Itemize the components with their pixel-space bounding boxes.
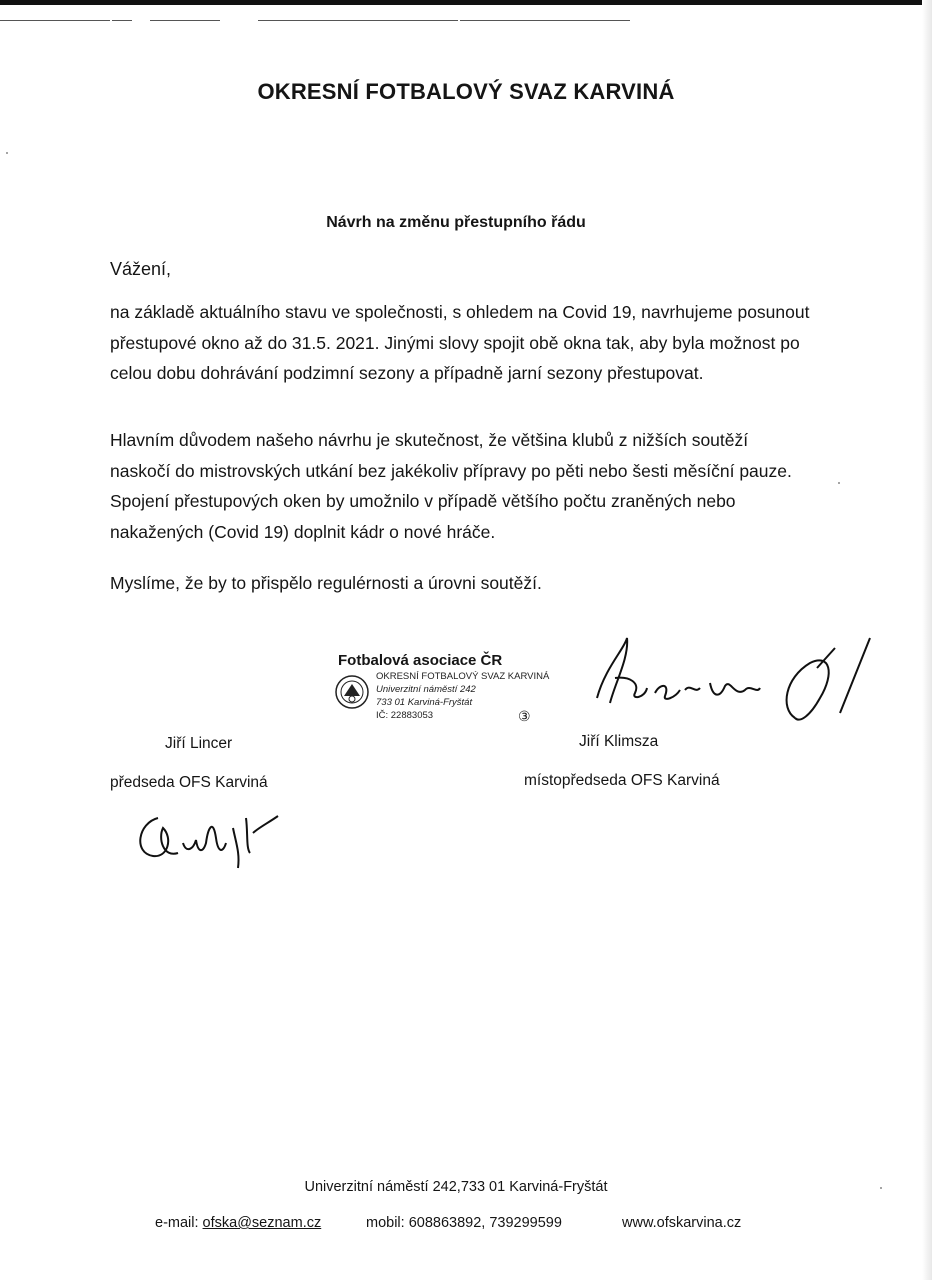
stamp-line: IČ: 22883053 [376, 710, 434, 721]
stamp-number: ③ [518, 708, 531, 724]
letter-subject: Návrh na změnu přestupního řádu [326, 214, 586, 231]
scan-line [112, 20, 132, 21]
stamp-line: OKRESNÍ FOTBALOVÝ SVAZ KARVINÁ [376, 671, 550, 682]
email-link[interactable]: ofska@seznam.cz [202, 1215, 322, 1231]
footer-address: Univerzitní náměstí 242,733 01 Karviná-Fryštát [304, 1179, 608, 1195]
scan-right-edge [922, 0, 932, 1280]
scan-line [150, 20, 220, 21]
footer-website-link[interactable]: www.ofskarvina.cz [622, 1215, 742, 1231]
scan-speck [6, 152, 8, 154]
scan-top-edge [0, 0, 932, 5]
association-logo-icon [334, 674, 370, 710]
salutation: Vážení, [110, 259, 172, 279]
signature-klimsza [585, 628, 875, 738]
paragraph-3: Myslíme, že by to přispělo regulérnosti a úrovni soutěží. [110, 573, 542, 593]
signatory-title-1: předseda OFS Karviná [110, 774, 268, 791]
signatory-title-2: místopředseda OFS Karviná [524, 772, 720, 789]
stamp-line: Univerzitní náměstí 242 [376, 684, 476, 695]
scan-line [258, 20, 458, 21]
scan-speck [880, 1187, 882, 1189]
email-label: e-mail: [155, 1215, 199, 1231]
footer-email [155, 1215, 321, 1231]
signatory-name-1: Jiří Lincer [165, 735, 233, 752]
paragraph-2: Hlavním důvodem našeho návrhu je skutečnost, že většina klubů z nižších soutěží naskočí do mistrovských utkání bez jakékoliv přípravy po pěti nebo šesti měsíční pauze. Spojení přestupových oken by umožnilo v případě většího počtu zraněných nebo nakažených (Covid 19) doplnit kádr o nové hráče. [110, 430, 792, 542]
stamp-line: 733 01 Karviná-Fryštát [376, 697, 473, 708]
footer-mobile: mobil: 608863892, 739299599 [366, 1215, 562, 1231]
signatory-name-2: Jiří Klimsza [579, 733, 659, 750]
letterhead-title: OKRESNÍ FOTBALOVÝ SVAZ KARVINÁ [257, 79, 675, 104]
paragraph-1: na základě aktuálního stavu ve společnosti, s ohledem na Covid 19, navrhujeme posunout přestupové okno až do 31.5. 2021. Jinými slovy spojit obě okna tak, aby byla možnost po celou dobu dohrávání podzimní sezony a případně jarní sezony přestupovat. [110, 302, 810, 383]
official-stamp [334, 652, 554, 732]
scan-line [460, 20, 630, 21]
signature-lincer [128, 798, 288, 873]
scan-line [0, 20, 110, 21]
scan-speck [838, 482, 840, 484]
stamp-title: Fotbalová asociace ČR [338, 652, 503, 669]
